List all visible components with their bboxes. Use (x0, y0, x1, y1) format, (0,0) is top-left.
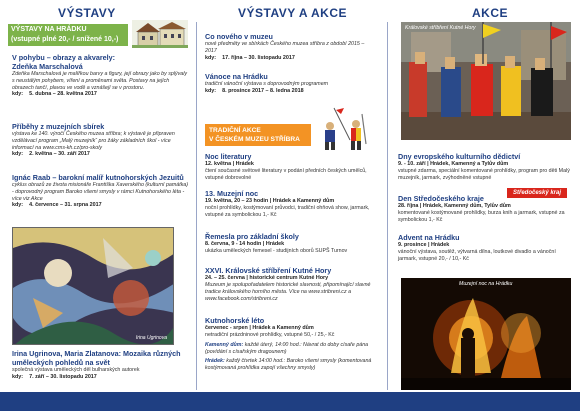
exhibition-description: cyklus obrazů ze života misionáře Františka Xaverského (kulturní památka) - doprovodný program Baroko všemi smysly v rámci Kutnohorského léta - více viz Akce (12, 182, 189, 202)
extra-place: Hrádek: (205, 358, 225, 365)
event-description: noční prohlídky, kostýmovaní průvodci, tradiční ohňová show, jarmark, vstupné za symbolickou 1,- Kč (205, 205, 370, 218)
column-divider (387, 22, 388, 390)
stribreni-photo (401, 22, 571, 140)
exhibition-co-noveho (205, 32, 377, 62)
exhibition-date (205, 88, 377, 95)
date-value: 4. července – 31. srpna 2017 (29, 202, 102, 209)
exhibition-heading: Co nového v muzeu (205, 32, 273, 41)
castle-illustration (132, 20, 188, 48)
date-value: 8. prosince 2017 – 8. ledna 2018 (222, 87, 304, 94)
event-heading: XXVI. Královské stříbření Kutné Hory (205, 266, 332, 275)
exhibition-vanoce (205, 72, 377, 95)
date-label: kdy: (12, 91, 24, 98)
traditional-events-banner (205, 124, 311, 146)
event-den-kraje (398, 194, 573, 224)
event-description: netradiční prázdninové prohlídky, vstupné 50,- / 25,- Kč (205, 332, 335, 338)
event-when: 28. října | Hrádek, Kamenný dům, Tylův dům (398, 203, 511, 209)
exhibition-marschalova (12, 53, 190, 98)
left-column-title: VÝSTAVY (58, 6, 116, 20)
event-muzejni-noc (205, 189, 377, 219)
event-heading: 13. Muzejní noc (205, 189, 259, 198)
date-value: 17. října – 30. listopadu 2017 (222, 54, 295, 61)
photo-caption: Královské stříbření Kutné Hory (405, 25, 476, 31)
exhibition-heading: Vánoce na Hrádku (205, 72, 268, 81)
event-when: 8. června, 9 - 14 hodin | Hrádek (205, 241, 285, 247)
right-column-title: AKCE (472, 6, 509, 20)
event-stribreni (205, 266, 377, 302)
exhibition-pribehy (12, 122, 190, 158)
banner-line: (vstupné plné 20,- / snížené 10,-) (11, 36, 119, 43)
exhibition-heading: V pohybu – obrazy a akvarely: Zdeňka Marschalová (12, 53, 116, 71)
extra-text: každé úterý, 14:00 hod.: Návrat do doby císaře pána (povídání s císařským dragounem) (205, 341, 369, 355)
date-value: 2. května – 30. září 2017 (29, 151, 90, 158)
event-description: vstupné zdarma, speciální komentované prohlídky, program pro děti Malý muzejník, jarmark, zvýhodněné vstupné (398, 168, 570, 181)
photo-caption: Muzejní noc na Hrádku (459, 281, 513, 287)
abstract-painting (13, 228, 174, 345)
event-kutnohorske-leto (205, 316, 377, 372)
middle-column-title: VÝSTAVY A AKCE (238, 6, 348, 20)
event-description: vánoční výstava, soutěž, výtvarná dílna, loutkové divadlo a vánoční jarmark, vstupné 20,- / 10,- Kč (398, 249, 556, 262)
event-heading: Advent na Hrádku (398, 233, 460, 242)
exhibition-description: nové předměty ve sbírkách Českého muzea stříbra z období 2015 – 2017 (205, 41, 365, 54)
event-description: ukázka uměleckých řemesel - studijních oborů SUPŠ Turnov (205, 248, 348, 254)
exhibition-description: výstava ke 140. výročí Českého muzea stříbra; k výstavě je připraven vzdělávací program „Malý muzejník“ pro žáky základních škol - více informací na www.cms-kh.cz/pro-skoly (12, 131, 175, 151)
event-when: 24. – 25. června | historické centrum Kutné Hory (205, 275, 329, 281)
date-label: kdy: (205, 54, 217, 61)
exhibition-heading: Irina Ugrinova, Maria Zlatanova: Mozaika různých uměleckých pohledů na svět (12, 349, 181, 367)
event-when: 12. května | Hrádek (205, 161, 254, 167)
footer-band (0, 392, 580, 411)
event-description: komentované kostýmované prohlídky, burza knih a jarmark, vstupné za symbolickou 1,- Kč (398, 210, 565, 223)
column-divider (196, 22, 197, 390)
event-when: 9. - 10. září | Hrádek, Kamenný a Tylův dům (398, 161, 509, 167)
extra-place: Kamenný dům: (205, 341, 244, 348)
date-value: 7. září – 30. listopadu 2017 (29, 373, 97, 380)
exhibition-heading: Příběhy z muzejních sbírek (12, 122, 105, 131)
banner-line: VÝSTAVY NA HRÁDKU (11, 26, 87, 33)
fire-show-photo (401, 278, 571, 390)
date-label: kdy: (205, 87, 217, 94)
event-heading: Kutnohorské léto (205, 316, 265, 325)
exhibition-description: Zdeňka Marschalová je malířkou barvy a figury, její obrazy jako by splývaly s neustálým pohybem, víření a proměnami světa. Postavy na jejích obrazech tančí, plavou ve vodě a vznášejí se v prostoru. (12, 71, 188, 91)
date-label: kdy: (12, 202, 24, 209)
parade-photo (401, 22, 571, 140)
date-label: kdy: (12, 373, 24, 380)
event-when: 9. prosince | Hrádek (398, 242, 450, 248)
region-badge: Středočeský kraj (507, 188, 567, 198)
event-when: 19. května, 20 – 23 hodin | Hrádek a Kamenný dům (205, 198, 335, 204)
event-noc-literatury (205, 152, 377, 182)
exhibition-date (12, 151, 190, 158)
event-heading: Noc literatury (205, 152, 252, 161)
event-when: červenec - srpen | Hrádek a Kamenný dům (205, 325, 314, 331)
event-extra-kamenny-dum (205, 342, 377, 356)
event-heading: Řemesla pro základní školy (205, 232, 299, 241)
event-description: Muzeum je spolupořadatelem historické slavnosti, připomínající slavné tradice královského horního města. Více na www.stribreni.cz a www.facebook.com/stribreni.cz (205, 282, 371, 302)
exhibition-description: tradiční vánoční výstava s doprovodným programem (205, 81, 329, 87)
ugrinova-painting-image (12, 227, 174, 345)
muzejni-noc-photo (401, 278, 571, 390)
exhibition-description: společná výstava uměleckých děl bulharských autorek (12, 367, 140, 373)
event-description: čtení současné světové literatury v podání předních českých umělců, vstupné dobrovolné (205, 168, 367, 181)
hradek-banner (8, 24, 128, 46)
event-dny-dedictvi (398, 152, 573, 182)
event-extra-hradek (205, 358, 377, 372)
date-value: 5. dubna – 28. května 2017 (29, 91, 97, 98)
banner-line: TRADIČNÍ AKCE (209, 127, 261, 134)
extra-text: každý čtvrtek 14:00 hod.: Baroko všemi smysly (komentovaná kostýmovaná prohlídka zapojí všechny smysly) (205, 358, 372, 372)
exhibition-date (12, 202, 190, 209)
event-remesla (205, 232, 377, 255)
exhibition-date (12, 374, 190, 381)
painting-caption: Irina Ugrinova (135, 335, 167, 341)
date-label: kdy: (12, 151, 24, 158)
exhibition-date (205, 55, 377, 62)
exhibition-date (12, 91, 190, 98)
exhibition-heading: Ignác Raab – barokní malíř kutnohorských Jezuitů (12, 173, 184, 182)
event-advent (398, 233, 573, 263)
exhibition-ugrinova (12, 349, 190, 381)
event-heading: Dny evropského kulturního dědictví (398, 152, 521, 161)
event-heading: Den Středočeského kraje (398, 194, 484, 203)
banner-line: V ČESKÉM MUZEU STŘÍBRA (209, 136, 300, 143)
exhibition-raab (12, 173, 190, 209)
knights-illustration (314, 104, 376, 152)
